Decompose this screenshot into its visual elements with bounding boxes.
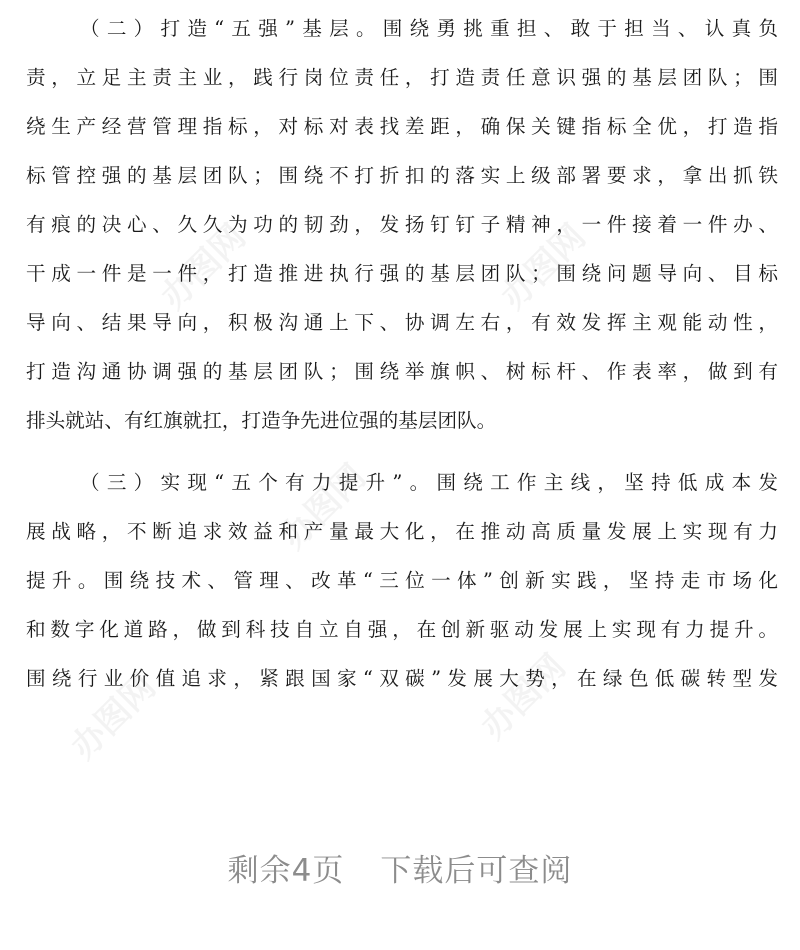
paragraph-five-strong-grassroots xyxy=(26,4,778,445)
paragraph-line: 和数字化道路，做到科技自立自强，在创新驱动发展上实现有力提升。 xyxy=(26,618,778,641)
watermark: 办图网 xyxy=(63,666,164,768)
watermark: 办图网 xyxy=(473,646,574,748)
paragraph-line: 打造沟通协调强的基层团队；围绕举旗帜、树标杆、作表率，做到有 xyxy=(26,360,778,383)
paragraph-line: 提升。围绕技术、管理、改革“三位一体”创新实践，坚持走市场化 xyxy=(26,569,778,592)
watermark: 办图网 xyxy=(153,216,254,318)
paragraph-line: 绕生产经营管理指标，对标对表找差距，确保关键指标全优，打造指 xyxy=(26,115,778,138)
watermark: 办图网 xyxy=(493,216,594,318)
paragraph-line: 责，立足主责主业，践行岗位责任，打造责任意识强的基层团队；围 xyxy=(26,66,778,89)
paragraph-line: 有痕的决心、久久为功的韧劲，发扬钉钉子精神，一件接着一件办、 xyxy=(26,213,778,236)
remaining-pages-label: 剩余4页 xyxy=(227,853,345,889)
paragraph-line: （二）打造“五强”基层。围绕勇挑重担、敢于担当、认真负 xyxy=(80,17,778,40)
paragraph-line: （三）实现“五个有力提升”。围绕工作主线，坚持低成本发 xyxy=(80,471,778,494)
paragraph-line: 导向、结果导向，积极沟通上下、协调左右，有效发挥主观能动性， xyxy=(26,311,778,334)
paragraph-line: 干成一件是一件，打造推进执行强的基层团队；围绕问题导向、目标 xyxy=(26,262,778,285)
download-hint-label: 下载后可查阅 xyxy=(380,853,573,889)
paragraph-line: 围绕行业价值追求，紧跟国家“双碳”发展大势，在绿色低碳转型发 xyxy=(26,667,778,690)
paragraph-line: 标管控强的基层团队；围绕不打折扣的落实上级部署要求，拿出抓铁 xyxy=(26,164,778,187)
remaining-pages-download-prompt[interactable] xyxy=(0,845,800,890)
paragraph-line: 展战略，不断追求效益和产量最大化，在推动高质量发展上实现有力 xyxy=(26,520,778,543)
paragraph-line: 排头就站、有红旗就扛，打造争先进位强的基层团队。 xyxy=(26,409,497,432)
paragraph-five-strong-improvements xyxy=(26,458,778,703)
watermark: 办图网 xyxy=(273,456,374,558)
